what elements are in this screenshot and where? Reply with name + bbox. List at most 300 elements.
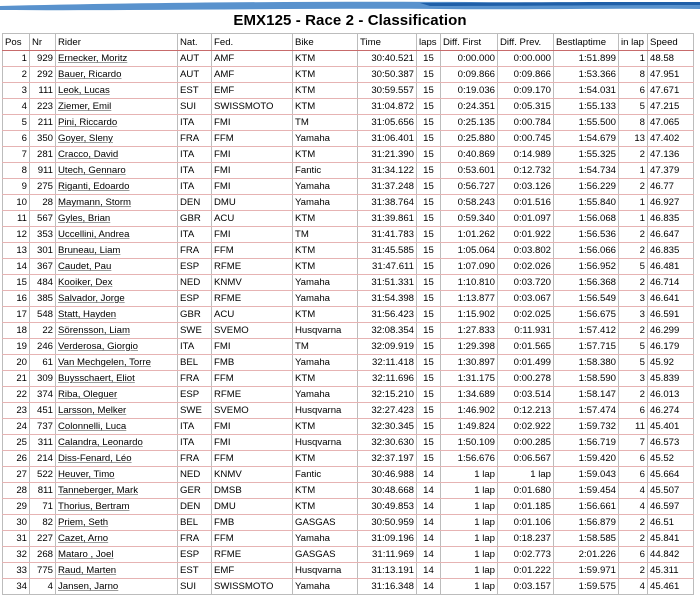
cell-rider[interactable]: Cracco, David <box>56 147 178 163</box>
cell-diff-first: 1 lap <box>441 547 498 563</box>
cell-in-lap: 2 <box>619 323 648 339</box>
cell-laps: 14 <box>417 547 441 563</box>
cell-fed: FFM <box>212 243 293 259</box>
cell-in-lap: 2 <box>619 563 648 579</box>
cell-laps: 14 <box>417 563 441 579</box>
cell-bike: Yamaha <box>293 291 358 307</box>
table-row <box>3 131 694 147</box>
cell-diff-prev: 0:01.222 <box>498 563 554 579</box>
cell-diff-first: 1:49.824 <box>441 419 498 435</box>
cell-nat: FRA <box>178 451 212 467</box>
cell-rider[interactable]: Kooiker, Dex <box>56 275 178 291</box>
cell-nat: GBR <box>178 211 212 227</box>
cell-pos: 9 <box>3 179 30 195</box>
cell-rider[interactable]: Sörensson, Liam <box>56 323 178 339</box>
cell-diff-first: 0:09.866 <box>441 67 498 83</box>
table-row <box>3 227 694 243</box>
cell-in-lap: 2 <box>619 531 648 547</box>
cell-bestlaptime: 1:56.675 <box>554 307 619 323</box>
cell-time: 31:06.401 <box>358 131 417 147</box>
cell-bestlaptime: 1:56.066 <box>554 243 619 259</box>
cell-diff-first: 1 lap <box>441 563 498 579</box>
cell-speed: 48.58 <box>648 51 694 67</box>
cell-bike: Yamaha <box>293 131 358 147</box>
cell-diff-first: 0:53.601 <box>441 163 498 179</box>
cell-fed: SVEMO <box>212 403 293 419</box>
cell-speed: 46.77 <box>648 179 694 195</box>
cell-time: 32:11.696 <box>358 371 417 387</box>
cell-nat: ITA <box>178 227 212 243</box>
cell-speed: 47.215 <box>648 99 694 115</box>
cell-laps: 15 <box>417 259 441 275</box>
table-row <box>3 211 694 227</box>
cell-rider[interactable]: Thorius, Bertram <box>56 499 178 515</box>
cell-bike: KTM <box>293 307 358 323</box>
cell-diff-first: 0:25.135 <box>441 115 498 131</box>
cell-time: 31:54.398 <box>358 291 417 307</box>
cell-speed: 45.507 <box>648 483 694 499</box>
cell-time: 30:50.959 <box>358 515 417 531</box>
cell-diff-first: 1:31.175 <box>441 371 498 387</box>
cell-fed: SVEMO <box>212 323 293 339</box>
cell-nr: 350 <box>30 131 56 147</box>
cell-rider[interactable]: Caudet, Pau <box>56 259 178 275</box>
table-row <box>3 51 694 67</box>
cell-speed: 46.591 <box>648 307 694 323</box>
cell-bestlaptime: 1:59.971 <box>554 563 619 579</box>
cell-bestlaptime: 1:56.661 <box>554 499 619 515</box>
cell-rider[interactable]: Bauer, Ricardo <box>56 67 178 83</box>
cell-diff-first: 0:56.727 <box>441 179 498 195</box>
cell-bestlaptime: 1:56.952 <box>554 259 619 275</box>
cell-diff-prev: 0:03.720 <box>498 275 554 291</box>
table-row <box>3 467 694 483</box>
cell-fed: FMB <box>212 355 293 371</box>
cell-in-lap: 11 <box>619 419 648 435</box>
cell-fed: FFM <box>212 531 293 547</box>
cell-in-lap: 13 <box>619 131 648 147</box>
table-row <box>3 323 694 339</box>
cell-rider[interactable]: Verderosa, Giorgio <box>56 339 178 355</box>
cell-rider[interactable]: Statt, Hayden <box>56 307 178 323</box>
cell-fed: SWISSMOTO <box>212 579 293 595</box>
cell-nat: DEN <box>178 195 212 211</box>
cell-time: 30:48.668 <box>358 483 417 499</box>
cell-speed: 45.52 <box>648 451 694 467</box>
cell-bike: KTM <box>293 147 358 163</box>
cell-in-lap: 8 <box>619 67 648 83</box>
cell-in-lap: 5 <box>619 259 648 275</box>
cell-diff-prev: 0:11.931 <box>498 323 554 339</box>
cell-nr: 548 <box>30 307 56 323</box>
cell-in-lap: 1 <box>619 211 648 227</box>
cell-in-lap: 4 <box>619 499 648 515</box>
cell-pos: 4 <box>3 99 30 115</box>
cell-time: 31:45.585 <box>358 243 417 259</box>
cell-rider[interactable]: Utech, Gennaro <box>56 163 178 179</box>
table-row <box>3 115 694 131</box>
cell-bestlaptime: 1:54.679 <box>554 131 619 147</box>
cell-diff-prev: 0:03.126 <box>498 179 554 195</box>
cell-fed: FMI <box>212 115 293 131</box>
cell-bike: Fantic <box>293 467 358 483</box>
cell-bike: Husqvarna <box>293 323 358 339</box>
table-row <box>3 483 694 499</box>
cell-nat: SUI <box>178 579 212 595</box>
cell-bike: Fantic <box>293 163 358 179</box>
cell-pos: 28 <box>3 483 30 499</box>
cell-nat: EST <box>178 83 212 99</box>
cell-pos: 17 <box>3 307 30 323</box>
cell-speed: 46.927 <box>648 195 694 211</box>
cell-diff-first: 1:15.902 <box>441 307 498 323</box>
col-header-bike: Bike <box>293 34 358 51</box>
cell-in-lap: 6 <box>619 403 648 419</box>
cell-nat: ESP <box>178 547 212 563</box>
cell-bestlaptime: 1:58.380 <box>554 355 619 371</box>
cell-diff-first: 1:05.064 <box>441 243 498 259</box>
table-row <box>3 67 694 83</box>
col-header-diff-first: Diff. First <box>441 34 498 51</box>
cell-diff-prev: 0:02.773 <box>498 547 554 563</box>
cell-diff-prev: 0:18.237 <box>498 531 554 547</box>
cell-diff-first: 1:50.109 <box>441 435 498 451</box>
cell-bike: Yamaha <box>293 579 358 595</box>
cell-rider[interactable]: Colonnelli, Luca <box>56 419 178 435</box>
cell-time: 32:30.345 <box>358 419 417 435</box>
cell-diff-first: 1:01.262 <box>441 227 498 243</box>
col-header-nat: Nat. <box>178 34 212 51</box>
cell-bike: KTM <box>293 83 358 99</box>
cell-laps: 15 <box>417 435 441 451</box>
cell-rider[interactable]: Ernecker, Moritz <box>56 51 178 67</box>
cell-in-lap: 1 <box>619 195 648 211</box>
cell-bestlaptime: 1:55.840 <box>554 195 619 211</box>
cell-rider[interactable]: Buysschaert, Eliot <box>56 371 178 387</box>
cell-nat: FRA <box>178 131 212 147</box>
cell-nr: 737 <box>30 419 56 435</box>
cell-fed: FFM <box>212 371 293 387</box>
cell-time: 30:59.557 <box>358 83 417 99</box>
table-row <box>3 83 694 99</box>
cell-speed: 45.401 <box>648 419 694 435</box>
cell-bestlaptime: 1:53.366 <box>554 67 619 83</box>
cell-time: 32:30.630 <box>358 435 417 451</box>
cell-time: 32:15.210 <box>358 387 417 403</box>
cell-nr: 367 <box>30 259 56 275</box>
cell-speed: 47.951 <box>648 67 694 83</box>
cell-diff-prev: 0:00.278 <box>498 371 554 387</box>
cell-diff-first: 1 lap <box>441 515 498 531</box>
cell-time: 31:56.423 <box>358 307 417 323</box>
cell-rider[interactable]: Salvador, Jorge <box>56 291 178 307</box>
cell-nat: BEL <box>178 515 212 531</box>
cell-laps: 15 <box>417 419 441 435</box>
cell-speed: 46.835 <box>648 243 694 259</box>
cell-diff-first: 1:30.897 <box>441 355 498 371</box>
cell-laps: 15 <box>417 403 441 419</box>
cell-nat: AUT <box>178 67 212 83</box>
cell-bestlaptime: 1:56.068 <box>554 211 619 227</box>
cell-nat: DEN <box>178 499 212 515</box>
cell-in-lap: 2 <box>619 227 648 243</box>
cell-pos: 23 <box>3 403 30 419</box>
cell-time: 30:49.853 <box>358 499 417 515</box>
cell-time: 31:13.191 <box>358 563 417 579</box>
cell-in-lap: 6 <box>619 547 648 563</box>
cell-pos: 32 <box>3 547 30 563</box>
cell-bestlaptime: 1:56.549 <box>554 291 619 307</box>
cell-fed: FFM <box>212 131 293 147</box>
cell-time: 30:40.521 <box>358 51 417 67</box>
cell-fed: ACU <box>212 211 293 227</box>
cell-bestlaptime: 1:56.879 <box>554 515 619 531</box>
table-row <box>3 451 694 467</box>
cell-pos: 16 <box>3 291 30 307</box>
cell-fed: FFM <box>212 451 293 467</box>
cell-bike: KTM <box>293 371 358 387</box>
cell-in-lap: 3 <box>619 291 648 307</box>
cell-pos: 19 <box>3 339 30 355</box>
cell-fed: RFME <box>212 259 293 275</box>
cell-bestlaptime: 1:54.031 <box>554 83 619 99</box>
cell-laps: 15 <box>417 451 441 467</box>
cell-laps: 15 <box>417 387 441 403</box>
cell-diff-prev: 0:02.025 <box>498 307 554 323</box>
cell-bestlaptime: 1:58.585 <box>554 531 619 547</box>
cell-time: 32:11.418 <box>358 355 417 371</box>
table-row <box>3 147 694 163</box>
cell-rider[interactable]: Priem, Seth <box>56 515 178 531</box>
cell-pos: 30 <box>3 515 30 531</box>
cell-diff-first: 1:56.676 <box>441 451 498 467</box>
cell-bestlaptime: 1:54.734 <box>554 163 619 179</box>
cell-fed: FMI <box>212 163 293 179</box>
cell-laps: 14 <box>417 531 441 547</box>
cell-diff-first: 1:34.689 <box>441 387 498 403</box>
cell-nat: ESP <box>178 387 212 403</box>
cell-diff-prev: 0:02.922 <box>498 419 554 435</box>
table-body <box>3 51 694 595</box>
cell-speed: 46.179 <box>648 339 694 355</box>
cell-fed: EMF <box>212 563 293 579</box>
cell-rider[interactable]: Larsson, Melker <box>56 403 178 419</box>
cell-rider[interactable]: Bruneau, Liam <box>56 243 178 259</box>
table-header-row <box>3 34 694 51</box>
cell-diff-first: 1 lap <box>441 579 498 595</box>
cell-speed: 46.597 <box>648 499 694 515</box>
cell-nr: 111 <box>30 83 56 99</box>
cell-time: 30:46.988 <box>358 467 417 483</box>
cell-laps: 15 <box>417 291 441 307</box>
cell-time: 31:41.783 <box>358 227 417 243</box>
cell-diff-first: 1 lap <box>441 467 498 483</box>
cell-time: 31:38.764 <box>358 195 417 211</box>
cell-speed: 47.671 <box>648 83 694 99</box>
cell-bike: TM <box>293 115 358 131</box>
cell-nr: 451 <box>30 403 56 419</box>
cell-nat: GER <box>178 483 212 499</box>
cell-bike: KTM <box>293 499 358 515</box>
cell-fed: KNMV <box>212 275 293 291</box>
cell-nr: 4 <box>30 579 56 595</box>
cell-bike: Yamaha <box>293 275 358 291</box>
cell-speed: 46.573 <box>648 435 694 451</box>
cell-diff-prev: 0:01.922 <box>498 227 554 243</box>
cell-diff-prev: 0:09.170 <box>498 83 554 99</box>
table-row <box>3 387 694 403</box>
cell-rider[interactable]: Uccellini, Andrea <box>56 227 178 243</box>
cell-bike: Husqvarna <box>293 403 358 419</box>
cell-fed: FMI <box>212 435 293 451</box>
cell-bike: KTM <box>293 419 358 435</box>
cell-nat: ESP <box>178 291 212 307</box>
cell-bestlaptime: 1:58.590 <box>554 371 619 387</box>
cell-nat: ITA <box>178 147 212 163</box>
cell-nr: 22 <box>30 323 56 339</box>
cell-bestlaptime: 1:56.719 <box>554 435 619 451</box>
cell-bike: Yamaha <box>293 179 358 195</box>
cell-fed: FMI <box>212 179 293 195</box>
table-row <box>3 515 694 531</box>
cell-speed: 47.379 <box>648 163 694 179</box>
cell-in-lap: 6 <box>619 467 648 483</box>
cell-rider[interactable]: Van Mechgelen, Torre <box>56 355 178 371</box>
cell-fed: KNMV <box>212 467 293 483</box>
cell-speed: 46.835 <box>648 211 694 227</box>
cell-bestlaptime: 1:56.536 <box>554 227 619 243</box>
table-row <box>3 179 694 195</box>
cell-time: 32:27.423 <box>358 403 417 419</box>
cell-nr: 28 <box>30 195 56 211</box>
cell-nr: 484 <box>30 275 56 291</box>
cell-fed: FMI <box>212 339 293 355</box>
cell-rider[interactable]: Tanneberger, Mark <box>56 483 178 499</box>
cell-rider[interactable]: Ziemer, Emil <box>56 99 178 115</box>
table-row <box>3 579 694 595</box>
cell-bestlaptime: 1:59.454 <box>554 483 619 499</box>
cell-rider[interactable]: Diss-Fenard, Léo <box>56 451 178 467</box>
cell-laps: 15 <box>417 83 441 99</box>
cell-in-lap: 4 <box>619 483 648 499</box>
cell-fed: DMU <box>212 195 293 211</box>
cell-nat: SUI <box>178 99 212 115</box>
cell-nr: 246 <box>30 339 56 355</box>
cell-speed: 47.065 <box>648 115 694 131</box>
cell-fed: DMSB <box>212 483 293 499</box>
cell-bestlaptime: 1:57.715 <box>554 339 619 355</box>
cell-time: 31:05.656 <box>358 115 417 131</box>
cell-laps: 15 <box>417 163 441 179</box>
cell-pos: 5 <box>3 115 30 131</box>
cell-nr: 311 <box>30 435 56 451</box>
cell-speed: 45.461 <box>648 579 694 595</box>
cell-rider[interactable]: Gyles, Brian <box>56 211 178 227</box>
cell-nr: 211 <box>30 115 56 131</box>
cell-bestlaptime: 1:57.412 <box>554 323 619 339</box>
cell-nr: 82 <box>30 515 56 531</box>
cell-fed: SWISSMOTO <box>212 99 293 115</box>
col-header-speed: Speed <box>648 34 694 51</box>
cell-rider[interactable]: Cazet, Arno <box>56 531 178 547</box>
cell-bike: GASGAS <box>293 547 358 563</box>
cell-speed: 46.641 <box>648 291 694 307</box>
cell-bike: KTM <box>293 51 358 67</box>
cell-rider[interactable]: Riganti, Edoardo <box>56 179 178 195</box>
cell-bike: Yamaha <box>293 355 358 371</box>
cell-rider[interactable]: Goyer, Sleny <box>56 131 178 147</box>
cell-rider[interactable]: Calandra, Leonardo <box>56 435 178 451</box>
cell-pos: 27 <box>3 467 30 483</box>
cell-rider[interactable]: Jansen, Jarno <box>56 579 178 595</box>
cell-speed: 47.136 <box>648 147 694 163</box>
cell-nat: ITA <box>178 419 212 435</box>
cell-diff-first: 0:58.243 <box>441 195 498 211</box>
cell-diff-prev: 0:09.866 <box>498 67 554 83</box>
cell-diff-first: 1:29.398 <box>441 339 498 355</box>
cell-bestlaptime: 1:55.133 <box>554 99 619 115</box>
cell-nat: AUT <box>178 51 212 67</box>
cell-fed: ACU <box>212 307 293 323</box>
cell-diff-first: 0:24.351 <box>441 99 498 115</box>
table-row <box>3 163 694 179</box>
cell-fed: FMI <box>212 147 293 163</box>
cell-pos: 24 <box>3 419 30 435</box>
cell-nr: 292 <box>30 67 56 83</box>
cell-laps: 15 <box>417 275 441 291</box>
table-row <box>3 371 694 387</box>
cell-pos: 8 <box>3 163 30 179</box>
cell-pos: 14 <box>3 259 30 275</box>
cell-nr: 275 <box>30 179 56 195</box>
cell-time: 31:21.390 <box>358 147 417 163</box>
cell-in-lap: 5 <box>619 99 648 115</box>
cell-pos: 10 <box>3 195 30 211</box>
cell-time: 31:16.348 <box>358 579 417 595</box>
cell-in-lap: 2 <box>619 243 648 259</box>
cell-in-lap: 2 <box>619 275 648 291</box>
cell-diff-first: 0:19.036 <box>441 83 498 99</box>
cell-pos: 12 <box>3 227 30 243</box>
cell-laps: 15 <box>417 67 441 83</box>
cell-bike: Husqvarna <box>293 435 358 451</box>
cell-rider[interactable]: Heuver, Timo <box>56 467 178 483</box>
cell-bike: TM <box>293 339 358 355</box>
table-row <box>3 99 694 115</box>
cell-bestlaptime: 1:59.732 <box>554 419 619 435</box>
cell-rider[interactable]: Mataro , Joel <box>56 547 178 563</box>
cell-rider[interactable]: Pini, Riccardo <box>56 115 178 131</box>
cell-diff-prev: 0:00.000 <box>498 51 554 67</box>
cell-rider[interactable]: Maymann, Storm <box>56 195 178 211</box>
table-row <box>3 243 694 259</box>
cell-diff-prev: 0:03.157 <box>498 579 554 595</box>
cell-pos: 7 <box>3 147 30 163</box>
cell-nat: SWE <box>178 323 212 339</box>
cell-rider[interactable]: Riba, Oleguer <box>56 387 178 403</box>
cell-bike: TM <box>293 227 358 243</box>
cell-rider[interactable]: Leok, Lucas <box>56 83 178 99</box>
col-header-time: Time <box>358 34 417 51</box>
cell-speed: 46.51 <box>648 515 694 531</box>
table-row <box>3 547 694 563</box>
cell-pos: 33 <box>3 563 30 579</box>
cell-laps: 14 <box>417 579 441 595</box>
cell-rider[interactable]: Raud, Marten <box>56 563 178 579</box>
cell-speed: 46.647 <box>648 227 694 243</box>
cell-nr: 353 <box>30 227 56 243</box>
cell-pos: 15 <box>3 275 30 291</box>
